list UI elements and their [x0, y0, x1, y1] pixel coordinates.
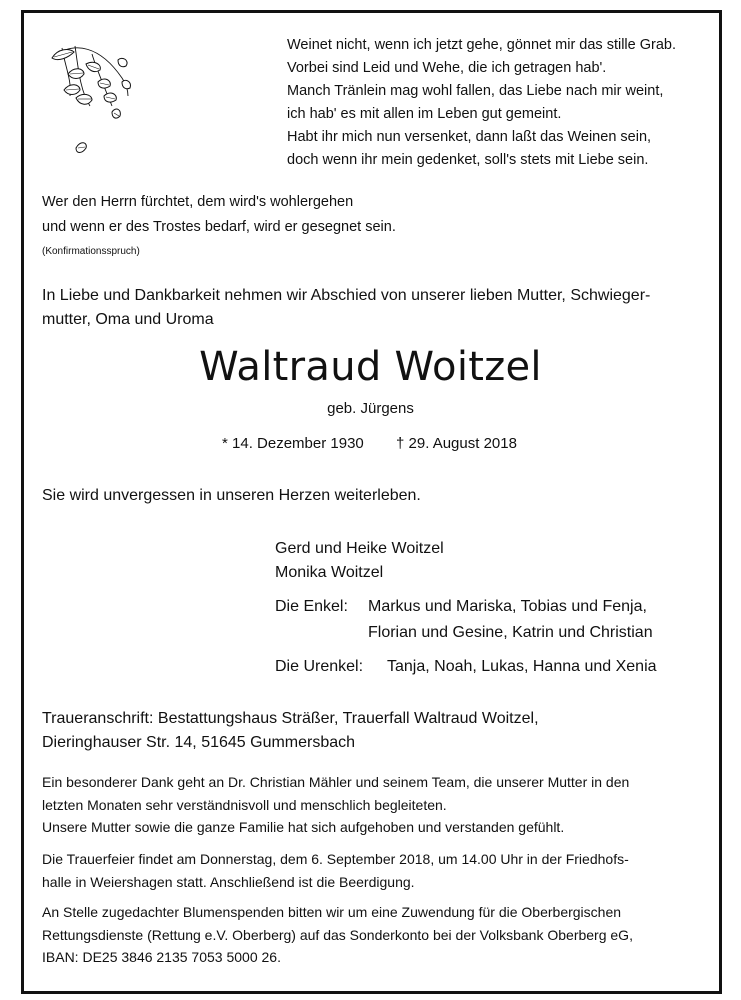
poem-line: doch wenn ihr mein gedenket, soll's stets mit Liebe sein.: [287, 152, 649, 168]
great-grandchildren-label: Die Urenkel:: [275, 658, 364, 675]
grandchildren-line: Markus und Mariska, Tobias und Fenja,: [368, 598, 647, 615]
grandchildren-label: Die Enkel:: [275, 598, 348, 615]
verse-line: Wer den Herrn fürchtet, dem wird's wohlergehen: [42, 194, 354, 210]
donation-line: IBAN: DE25 3846 2135 7053 5000 26.: [42, 949, 281, 965]
donation-line: An Stelle zugedachter Blumenspenden bitten wir um eine Zuwendung für die Oberbergischen: [42, 904, 622, 920]
thanks-line: letzten Monaten sehr verständnisvoll und menschlich begleiteten.: [42, 797, 447, 813]
poem-line: Habt ihr mich nun versenket, dann laßt das Weinen sein,: [287, 129, 652, 145]
thanks-line: Unsere Mutter sowie die ganze Familie hat sich aufgehoben und verstanden gefühlt.: [42, 819, 565, 835]
remembrance-text: Sie wird unvergessen in unseren Herzen weiterleben.: [42, 487, 421, 504]
verse-line: und wenn er des Trostes bedarf, wird er gesegnet sein.: [42, 219, 396, 235]
intro-line: In Liebe und Dankbarkeit nehmen wir Abschied von unserer lieben Mutter, Schwieger-: [42, 287, 651, 304]
birth-date: * 14. Dezember 1930: [222, 435, 364, 452]
poem-line: ich hab' es mit allen im Leben gut gemeint.: [287, 106, 562, 122]
verse-source: (Konfirmationsspruch): [42, 246, 140, 257]
family-child: Monika Woitzel: [275, 564, 384, 581]
poem-line: Manch Tränlein mag wohl fallen, das Liebe nach mir weint,: [287, 83, 664, 99]
deceased-name: Waltraud Woitzel: [199, 344, 542, 390]
address-line: Traueranschrift: Bestattungshaus Sträßer, Trauerfall Waltraud Woitzel,: [42, 710, 539, 727]
family-child: Gerd und Heike Woitzel: [275, 540, 444, 557]
death-date: † 29. August 2018: [396, 435, 517, 452]
service-line: Die Trauerfeier findet am Donnerstag, dem 6. September 2018, um 14.00 Uhr in der Friedhofs-: [42, 851, 629, 867]
poem-line: Vorbei sind Leid und Wehe, die ich getragen hab'.: [287, 60, 607, 76]
poem-line: Weinet nicht, wenn ich jetzt gehe, gönnet mir das stille Grab.: [287, 37, 677, 53]
intro-line: mutter, Oma und Uroma: [42, 311, 214, 328]
great-grandchildren-line: Tanja, Noah, Lukas, Hanna und Xenia: [387, 658, 657, 675]
leaf-branch-icon: [40, 36, 135, 166]
service-line: halle in Weiershagen statt. Anschließend ist die Beerdigung.: [42, 874, 415, 890]
donation-line: Rettungsdienste (Rettung e.V. Oberberg) auf das Sonderkonto bei der Volksbank Oberberg eG,: [42, 927, 633, 943]
maiden-name: geb. Jürgens: [327, 400, 414, 417]
address-line: Dieringhauser Str. 14, 51645 Gummersbach: [42, 734, 356, 751]
grandchildren-line: Florian und Gesine, Katrin und Christian: [368, 624, 653, 641]
thanks-line: Ein besonderer Dank geht an Dr. Christian Mähler und seinem Team, die unserer Mutter in den: [42, 774, 630, 790]
